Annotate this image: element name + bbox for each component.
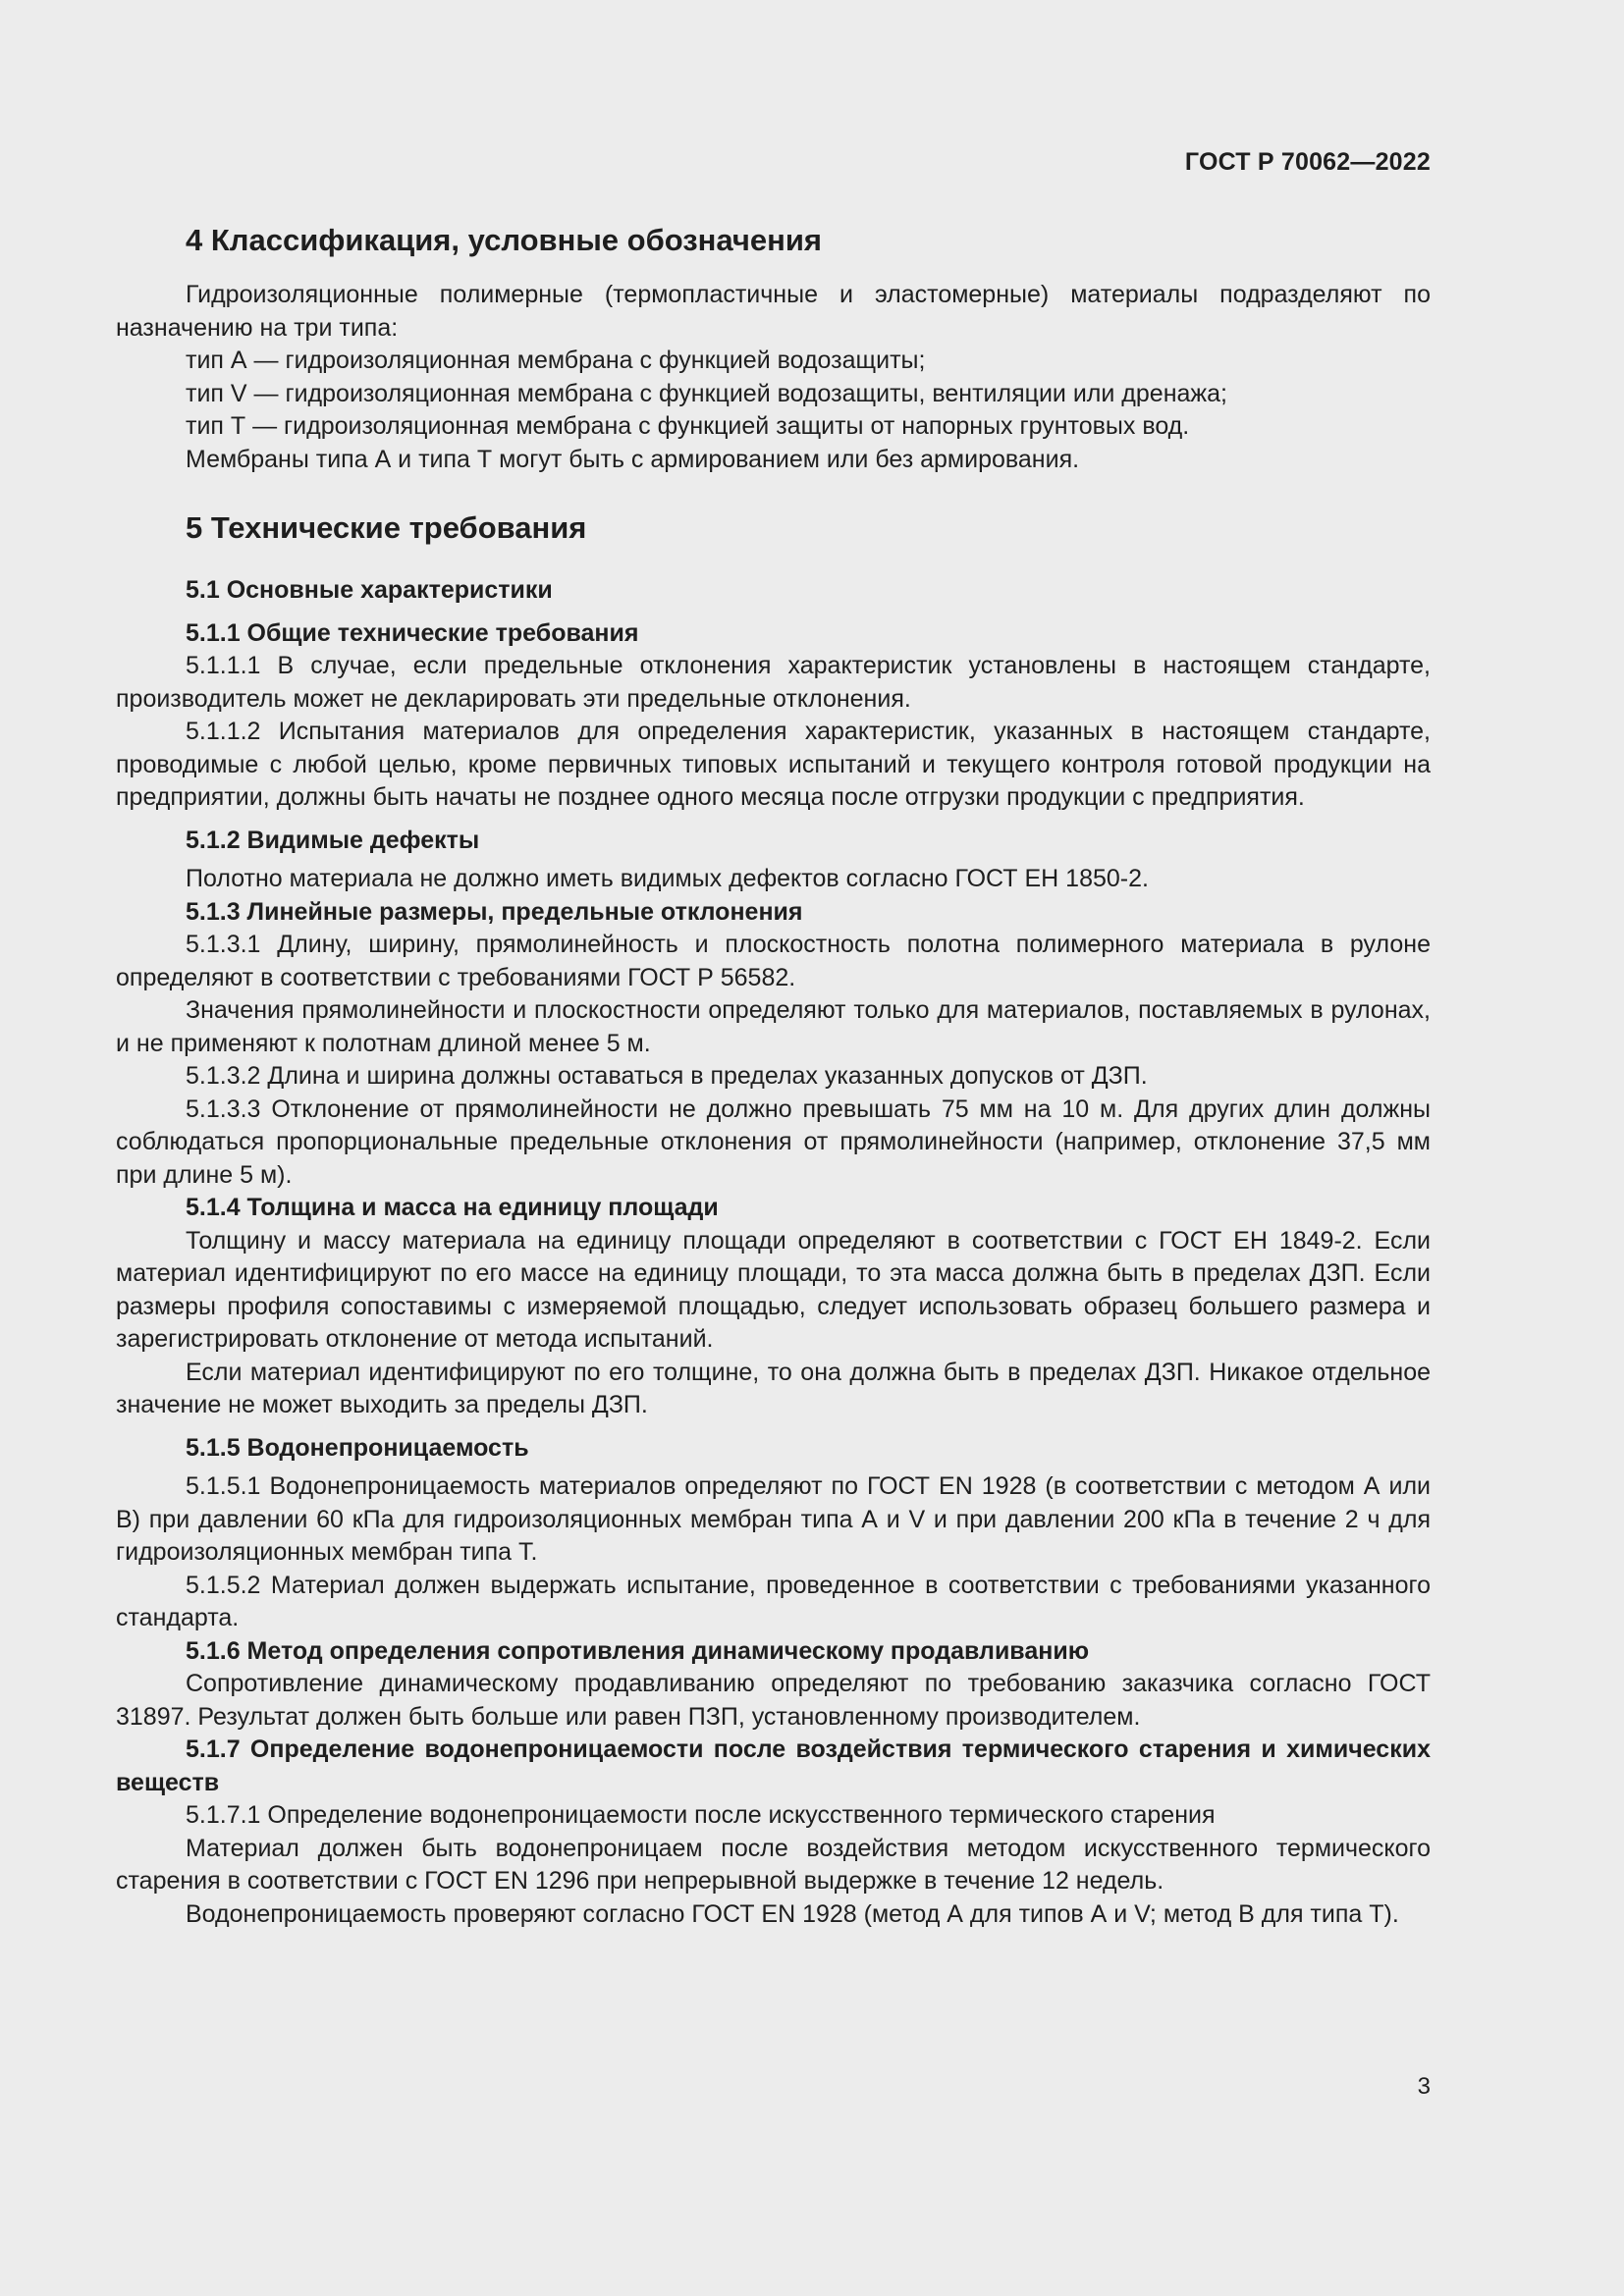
- paragraph: Материал должен быть водонепроницаем после воздействия методом искусственного термического старения в соответствии с ГОСТ EN 1296 при непрерывной выдержке в течение 12 недель.: [116, 1834, 1431, 1895]
- paragraph: Полотно материала не должно иметь видимых дефектов согласно ГОСТ ЕН 1850-2.: [186, 865, 1149, 892]
- standard-header: ГОСТ Р 70062—2022: [1184, 148, 1431, 176]
- paragraph: Сопротивление динамическому продавливанию определяют по требованию заказчика согласно ГОСТ 31897. Результат должен быть больше или равен ПЗП, установленному производителем.: [116, 1670, 1431, 1731]
- section-5-heading: 5 Технические требования: [186, 510, 587, 545]
- paragraph: 5.1.3.1 Длину, ширину, прямолинейность и плоскостность полотна полимерного материала в рулоне определяют в соответствии с требованиями ГОСТ Р 56582.: [116, 931, 1431, 991]
- paragraph: Мембраны типа А и типа Т могут быть с армированием или без армирования.: [186, 445, 1080, 473]
- paragraph: 5.1.7.1 Определение водонепроницаемости после искусственного термического старения: [186, 1801, 1216, 1829]
- paragraph: Гидроизоляционные полимерные (термопластичные и эластомерные) материалы подразделяют по назначению на три типа:: [116, 281, 1431, 342]
- page-number: 3: [1417, 2073, 1431, 2100]
- list-item: тип А — гидроизоляционная мембрана с функцией водозащиты;: [186, 347, 926, 374]
- page-content: [116, 222, 1431, 1931]
- clause-heading: 5.1.6 Метод определения сопротивления динамическому продавливанию: [186, 1636, 1090, 1665]
- clause-heading: 5.1.2 Видимые дефекты: [186, 826, 480, 854]
- paragraph: 5.1.5.2 Материал должен выдержать испытание, проведенное в соответствии с требованиями указанного стандарта.: [116, 1571, 1431, 1631]
- paragraph: 5.1.1.1 В случае, если предельные отклонения характеристик установлены в настоящем стандарте, производитель может не декларировать эти предельные отклонения.: [116, 652, 1431, 713]
- paragraph: Если материал идентифицируют по его толщине, то она должна быть в пределах ДЗП. Никакое отдельное значение не может выходить за пределы ДЗП.: [116, 1358, 1431, 1418]
- clause-heading: 5.1.5 Водонепроницаемость: [186, 1433, 529, 1462]
- paragraph: Значения прямолинейности и плоскостности определяют только для материалов, поставляемых в рулонах, и не применяют к полотнам длиной менее 5 м.: [116, 996, 1431, 1057]
- clause-heading: 5.1.7 Определение водонепроницаемости после воздействия термического старения и химических веществ: [116, 1735, 1431, 1796]
- clause-heading: 5.1.4 Толщина и масса на единицу площади: [186, 1194, 719, 1221]
- paragraph: Водонепроницаемость проверяют согласно ГОСТ EN 1928 (метод А для типов А и V; метод В для типа Т).: [186, 1899, 1399, 1928]
- subsection-heading: 5.1 Основные характеристики: [186, 576, 553, 604]
- section-4-heading: 4 Классификация, условные обозначения: [186, 223, 822, 257]
- paragraph: 5.1.3.3 Отклонение от прямолинейности не должно превышать 75 мм на 10 м. Для других длин должны соблюдаться пропорциональные предельные отклонения от прямолинейности (например, отклонение 37,5 мм при длине 5 м).: [116, 1095, 1431, 1189]
- paragraph: 5.1.3.2 Длина и ширина должны оставаться в пределах указанных допусков от ДЗП.: [186, 1062, 1148, 1090]
- paragraph: Толщину и массу материала на единицу площади определяют в соответствии с ГОСТ ЕН 1849-2. Если материал идентифицируют по его массе на единицу площади, то эта масса должна быть в пределах ДЗП. Если размеры профиля сопоставимы с измеряемой площадью, следует использовать образец большего размера и зарегистрировать отклонение от метода испытаний.: [116, 1226, 1431, 1353]
- paragraph: 5.1.5.1 Водонепроницаемость материалов определяют по ГОСТ EN 1928 (в соответствии с методом А или В) при давлении 60 кПа для гидроизоляционных мембран типа А и V и при давлении 200 кПа в течение 2 ч для гидроизоляционных мембран типа Т.: [116, 1472, 1431, 1566]
- list-item: тип Т — гидроизоляционная мембрана с функцией защиты от напорных грунтовых вод.: [186, 412, 1190, 440]
- list-item: тип V — гидроизоляционная мембрана с функцией водозащиты, вентиляции или дренажа;: [186, 379, 1227, 407]
- clause-heading: 5.1.3 Линейные размеры, предельные отклонения: [186, 897, 803, 926]
- clause-heading: 5.1.1 Общие технические требования: [186, 618, 639, 647]
- paragraph: 5.1.1.2 Испытания материалов для определения характеристик, указанных в настоящем стандарте, проводимые с любой целью, кроме первичных типовых испытаний и текущего контроля готовой продукции на предприятии, должны быть начаты не позднее одного месяца после отгрузки продукции с предприятия.: [116, 718, 1431, 811]
